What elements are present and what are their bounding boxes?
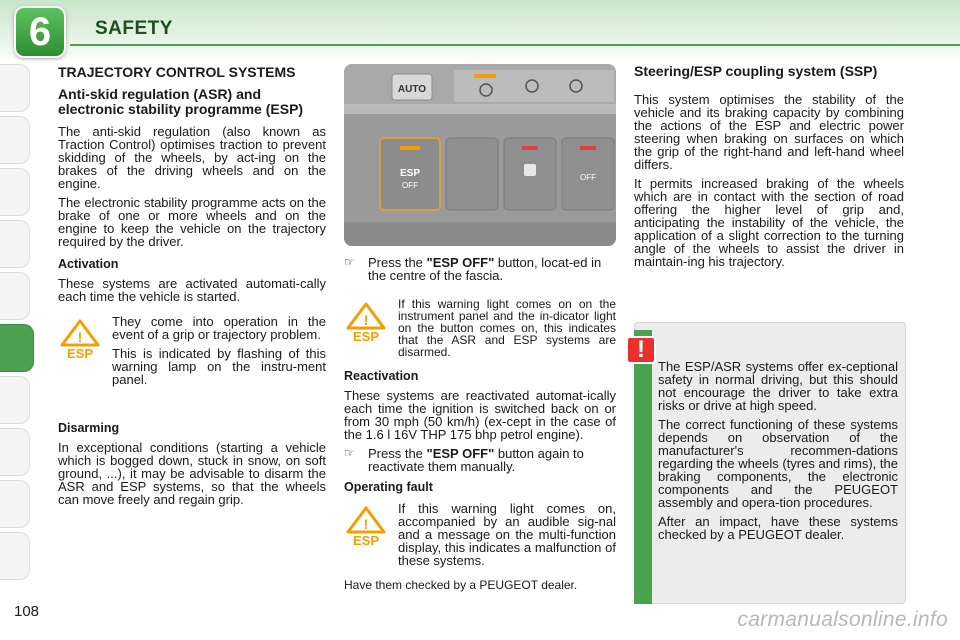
caution-text bbox=[658, 360, 898, 547]
caution-paragraph: The ESP/ASR systems offer ex-ceptional safety in normal driving, but this should not encourage the driver to take extra risks or drive at high speed. bbox=[658, 359, 898, 413]
svg-text:!: ! bbox=[363, 312, 369, 328]
chapter-title: SAFETY bbox=[95, 18, 173, 39]
chapter-tab[interactable] bbox=[0, 272, 30, 320]
disarming-heading: Disarming bbox=[58, 421, 120, 435]
dashboard-photo bbox=[344, 64, 616, 246]
warning-block bbox=[344, 298, 616, 364]
svg-text:ESP: ESP bbox=[399, 168, 421, 179]
middle-column bbox=[344, 256, 616, 598]
svg-text:AUTO: AUTO bbox=[397, 84, 427, 95]
disarming-text: In exceptional conditions (starting a vehicle which is bogged down, stuck in snow, on soft ground, ...), it may be advisable to disarm the ASR and ESP systems, so that the wheels can move freely and regain grip. bbox=[58, 440, 326, 507]
chapter-tab[interactable] bbox=[0, 376, 30, 424]
esp-paragraph: The electronic stability programme acts on the brake of one or more wheels and on the engine to keep the vehicle on the trajectory required by the driver. bbox=[58, 195, 326, 249]
svg-text:!: ! bbox=[363, 516, 369, 532]
chapter-tab[interactable] bbox=[0, 116, 30, 164]
caution-icon: ! bbox=[626, 336, 656, 364]
chapter-tab[interactable] bbox=[0, 532, 30, 580]
pointer-icon: ☞ bbox=[344, 446, 355, 460]
right-column bbox=[634, 64, 904, 274]
warning-text: If this warning light comes on, accompanied by an audible sig-nal and a message on the multi-function display, this indicates a malfunction of these systems. bbox=[398, 501, 616, 568]
svg-text:ESP: ESP bbox=[352, 329, 380, 342]
reactivation-text: These systems are reactivated automat-ically each time the ignition is switched back on or from 30 mph (50 km/h) (ex-cept in the case of the 1.6 l 16V THP 175 bhp petrol engine). bbox=[344, 388, 616, 442]
warning-block bbox=[344, 502, 616, 573]
header-rule bbox=[70, 44, 960, 46]
ssp-heading: Steering/ESP coupling system (SSP) bbox=[634, 63, 878, 79]
chapter-tab[interactable] bbox=[0, 64, 30, 112]
ssp-paragraph: It permits increased braking of the wheels which are in contact with the section of road offering the higher level of grip and, anticipating the instability of the vehicle, the application of a slight correction to the turning angle of the wheels to assist the driver in maintain-ing his trajectory. bbox=[634, 176, 904, 269]
esp-button-illustration bbox=[344, 64, 616, 246]
page-number: 108 bbox=[14, 603, 40, 620]
fault-heading: Operating fault bbox=[344, 480, 433, 494]
ssp-paragraph: This system optimises the stability of the vehicle and its braking capacity by combining the actions of the ESP and electric power steering when braking on surfaces on which the grip of the right-hand and left-hand wheel differs. bbox=[634, 92, 904, 172]
section-title: TRAJECTORY CONTROL SYSTEMS bbox=[58, 64, 296, 80]
caution-paragraph: After an impact, have these systems checked by a PEUGEOT dealer. bbox=[658, 514, 898, 542]
svg-text:OFF: OFF bbox=[402, 181, 418, 190]
watermark: carmanualsonline.info bbox=[737, 608, 948, 631]
warning-text: They come into operation in the event of a grip or trajectory problem. bbox=[112, 314, 326, 342]
warning-text: This is indicated by flashing of this warning lamp on the instru-ment panel. bbox=[112, 346, 326, 387]
left-column bbox=[58, 64, 326, 512]
caution-paragraph: The correct functioning of these systems depends on observation of the manufacturer's recommen-dations regarding the wheels (tyres and rims), the braking components, the electronic components and the PEUGEOT assembly and opera-tion procedures. bbox=[658, 417, 898, 510]
warning-text: If this warning light comes on on the instrument panel and the in-dicator light on the button comes on, this indicates that the ASR and ESP systems are disarmed. bbox=[398, 297, 616, 359]
section-subtitle: Anti-skid regulation (ASR) and electronic stability programme (ESP) bbox=[58, 86, 304, 117]
svg-text:!: ! bbox=[77, 329, 83, 345]
activation-text: These systems are activated automati-cally each time the vehicle is started. bbox=[58, 276, 326, 304]
svg-text:OFF: OFF bbox=[580, 173, 596, 182]
instruction-bullet: ☞ Press the "ESP OFF" button, locat-ed in the centre of the fascia. bbox=[344, 255, 602, 283]
reactivation-heading: Reactivation bbox=[344, 369, 419, 383]
activation-heading: Activation bbox=[58, 257, 119, 271]
esp-warning-icon bbox=[58, 319, 102, 359]
chapter-tab[interactable] bbox=[0, 480, 30, 528]
chapter-tab[interactable] bbox=[0, 168, 30, 216]
esp-warning-icon bbox=[344, 302, 388, 342]
chapter-tab[interactable] bbox=[0, 220, 30, 268]
chapter-number-badge: 6 bbox=[14, 6, 66, 58]
dealer-text: Have them checked by a PEUGEOT dealer. bbox=[344, 578, 578, 592]
chapter-tabs bbox=[0, 64, 36, 584]
instruction-bullet: ☞ Press the "ESP OFF" button again to reactivate them manually. bbox=[344, 446, 584, 474]
warning-block bbox=[58, 315, 326, 392]
chapter-tab[interactable] bbox=[0, 428, 30, 476]
intro-paragraph: The anti-skid regulation (also known as Traction Control) optimises traction to prevent skidding of the wheels, by act-ing on the brakes of the driving wheels and on the engine. bbox=[58, 124, 326, 191]
svg-text:ESP: ESP bbox=[352, 533, 380, 546]
esp-warning-icon bbox=[344, 506, 388, 546]
chapter-tab-active[interactable] bbox=[0, 324, 34, 372]
caution-stripe bbox=[634, 330, 652, 604]
pointer-icon: ☞ bbox=[344, 255, 355, 269]
svg-text:ESP: ESP bbox=[66, 346, 94, 359]
